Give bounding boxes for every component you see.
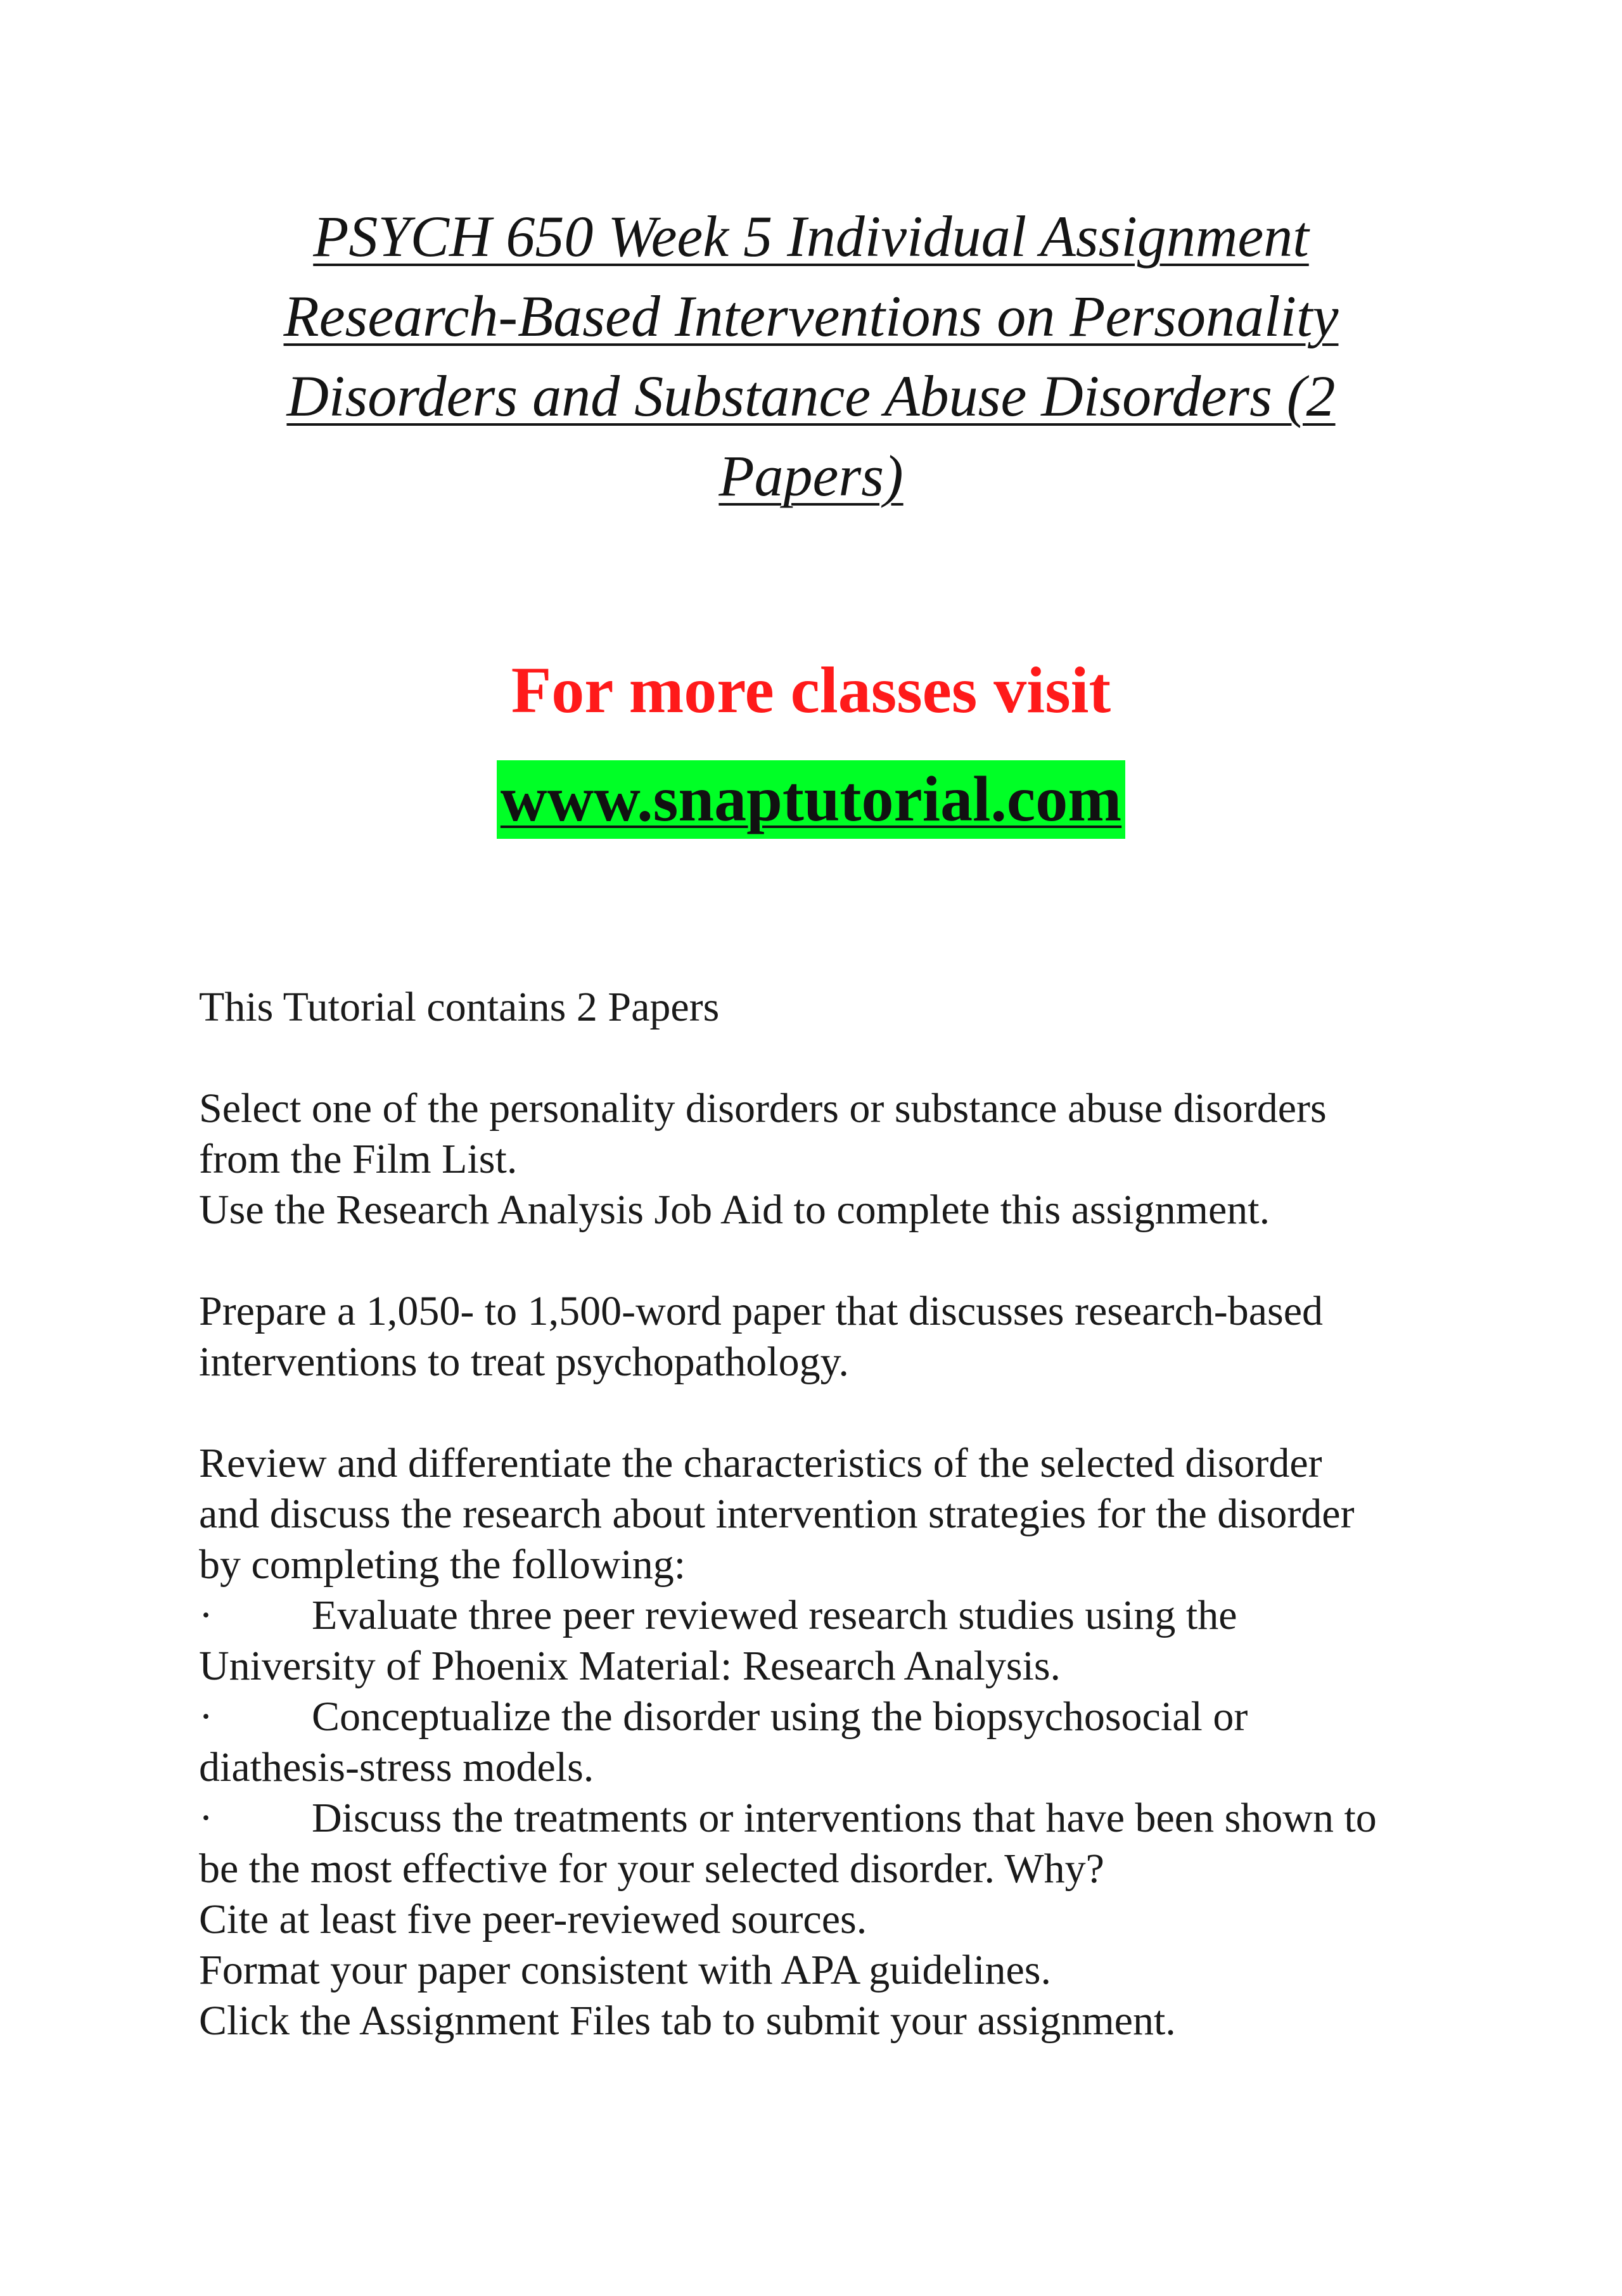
paragraph-3-line-3: by completing the following: [199, 1541, 686, 1588]
bullet-1-line-2: University of Phoenix Material: Research Analysis. [199, 1643, 1061, 1689]
closing-line-2: Format your paper consistent with APA guidelines. [199, 1947, 1051, 1993]
bullet-1-text: Evaluate three peer reviewed research studies using the [312, 1592, 1237, 1638]
title-line-2: Research-Based Interventions on Personality [283, 284, 1339, 348]
paragraph-3-line-1: Review and differentiate the characteristics of the selected disorder [199, 1440, 1322, 1486]
bullet-3-line-2: be the most effective for your selected disorder. Why? [199, 1846, 1104, 1892]
paragraph-1-line-2: from the Film List. [199, 1136, 518, 1182]
document-body [199, 982, 1466, 2046]
paragraph-2-line-2: interventions to treat psychopathology. [199, 1339, 849, 1385]
title-line-1: PSYCH 650 Week 5 Individual Assignment [313, 204, 1309, 269]
bullet-marker: · [199, 1693, 213, 1740]
bullet-1-line-1 [199, 1590, 1466, 1641]
title-line-3: Disorders and Substance Abuse Disorders (2 [286, 364, 1336, 428]
paragraph-1-line-1: Select one of the personality disorders or substance abuse disorders [199, 1085, 1327, 1132]
snaptutorial-link[interactable]: www.snaptutorial.com [497, 760, 1125, 839]
promo-heading: For more classes visit [511, 654, 1111, 727]
bullet-marker: · [199, 1795, 213, 1841]
document-title [190, 196, 1432, 516]
bullet-marker: · [199, 1592, 213, 1638]
closing-line-1: Cite at least five peer-reviewed sources. [199, 1896, 867, 1942]
bullet-2-line-2: diathesis-stress models. [199, 1744, 594, 1790]
paragraph-1-line-3: Use the Research Analysis Job Aid to complete this assignment. [199, 1187, 1270, 1233]
bullet-2-line-1 [199, 1692, 1466, 1742]
closing-line-3: Click the Assignment Files tab to submit your assignment. [199, 1998, 1176, 2044]
bullet-3-text: Discuss the treatments or interventions that have been shown to [312, 1795, 1377, 1841]
bullet-3-line-1 [199, 1793, 1466, 1844]
title-line-4: Papers) [718, 443, 904, 508]
promo-link-container [0, 760, 1622, 843]
intro-text: This Tutorial contains 2 Papers [199, 984, 720, 1030]
paragraph-2-line-1: Prepare a 1,050- to 1,500-word paper that discusses research-based [199, 1288, 1324, 1334]
paragraph-3-line-2: and discuss the research about intervention strategies for the disorder [199, 1491, 1355, 1537]
bullet-2-text: Conceptualize the disorder using the biopsychosocial or [312, 1693, 1248, 1740]
